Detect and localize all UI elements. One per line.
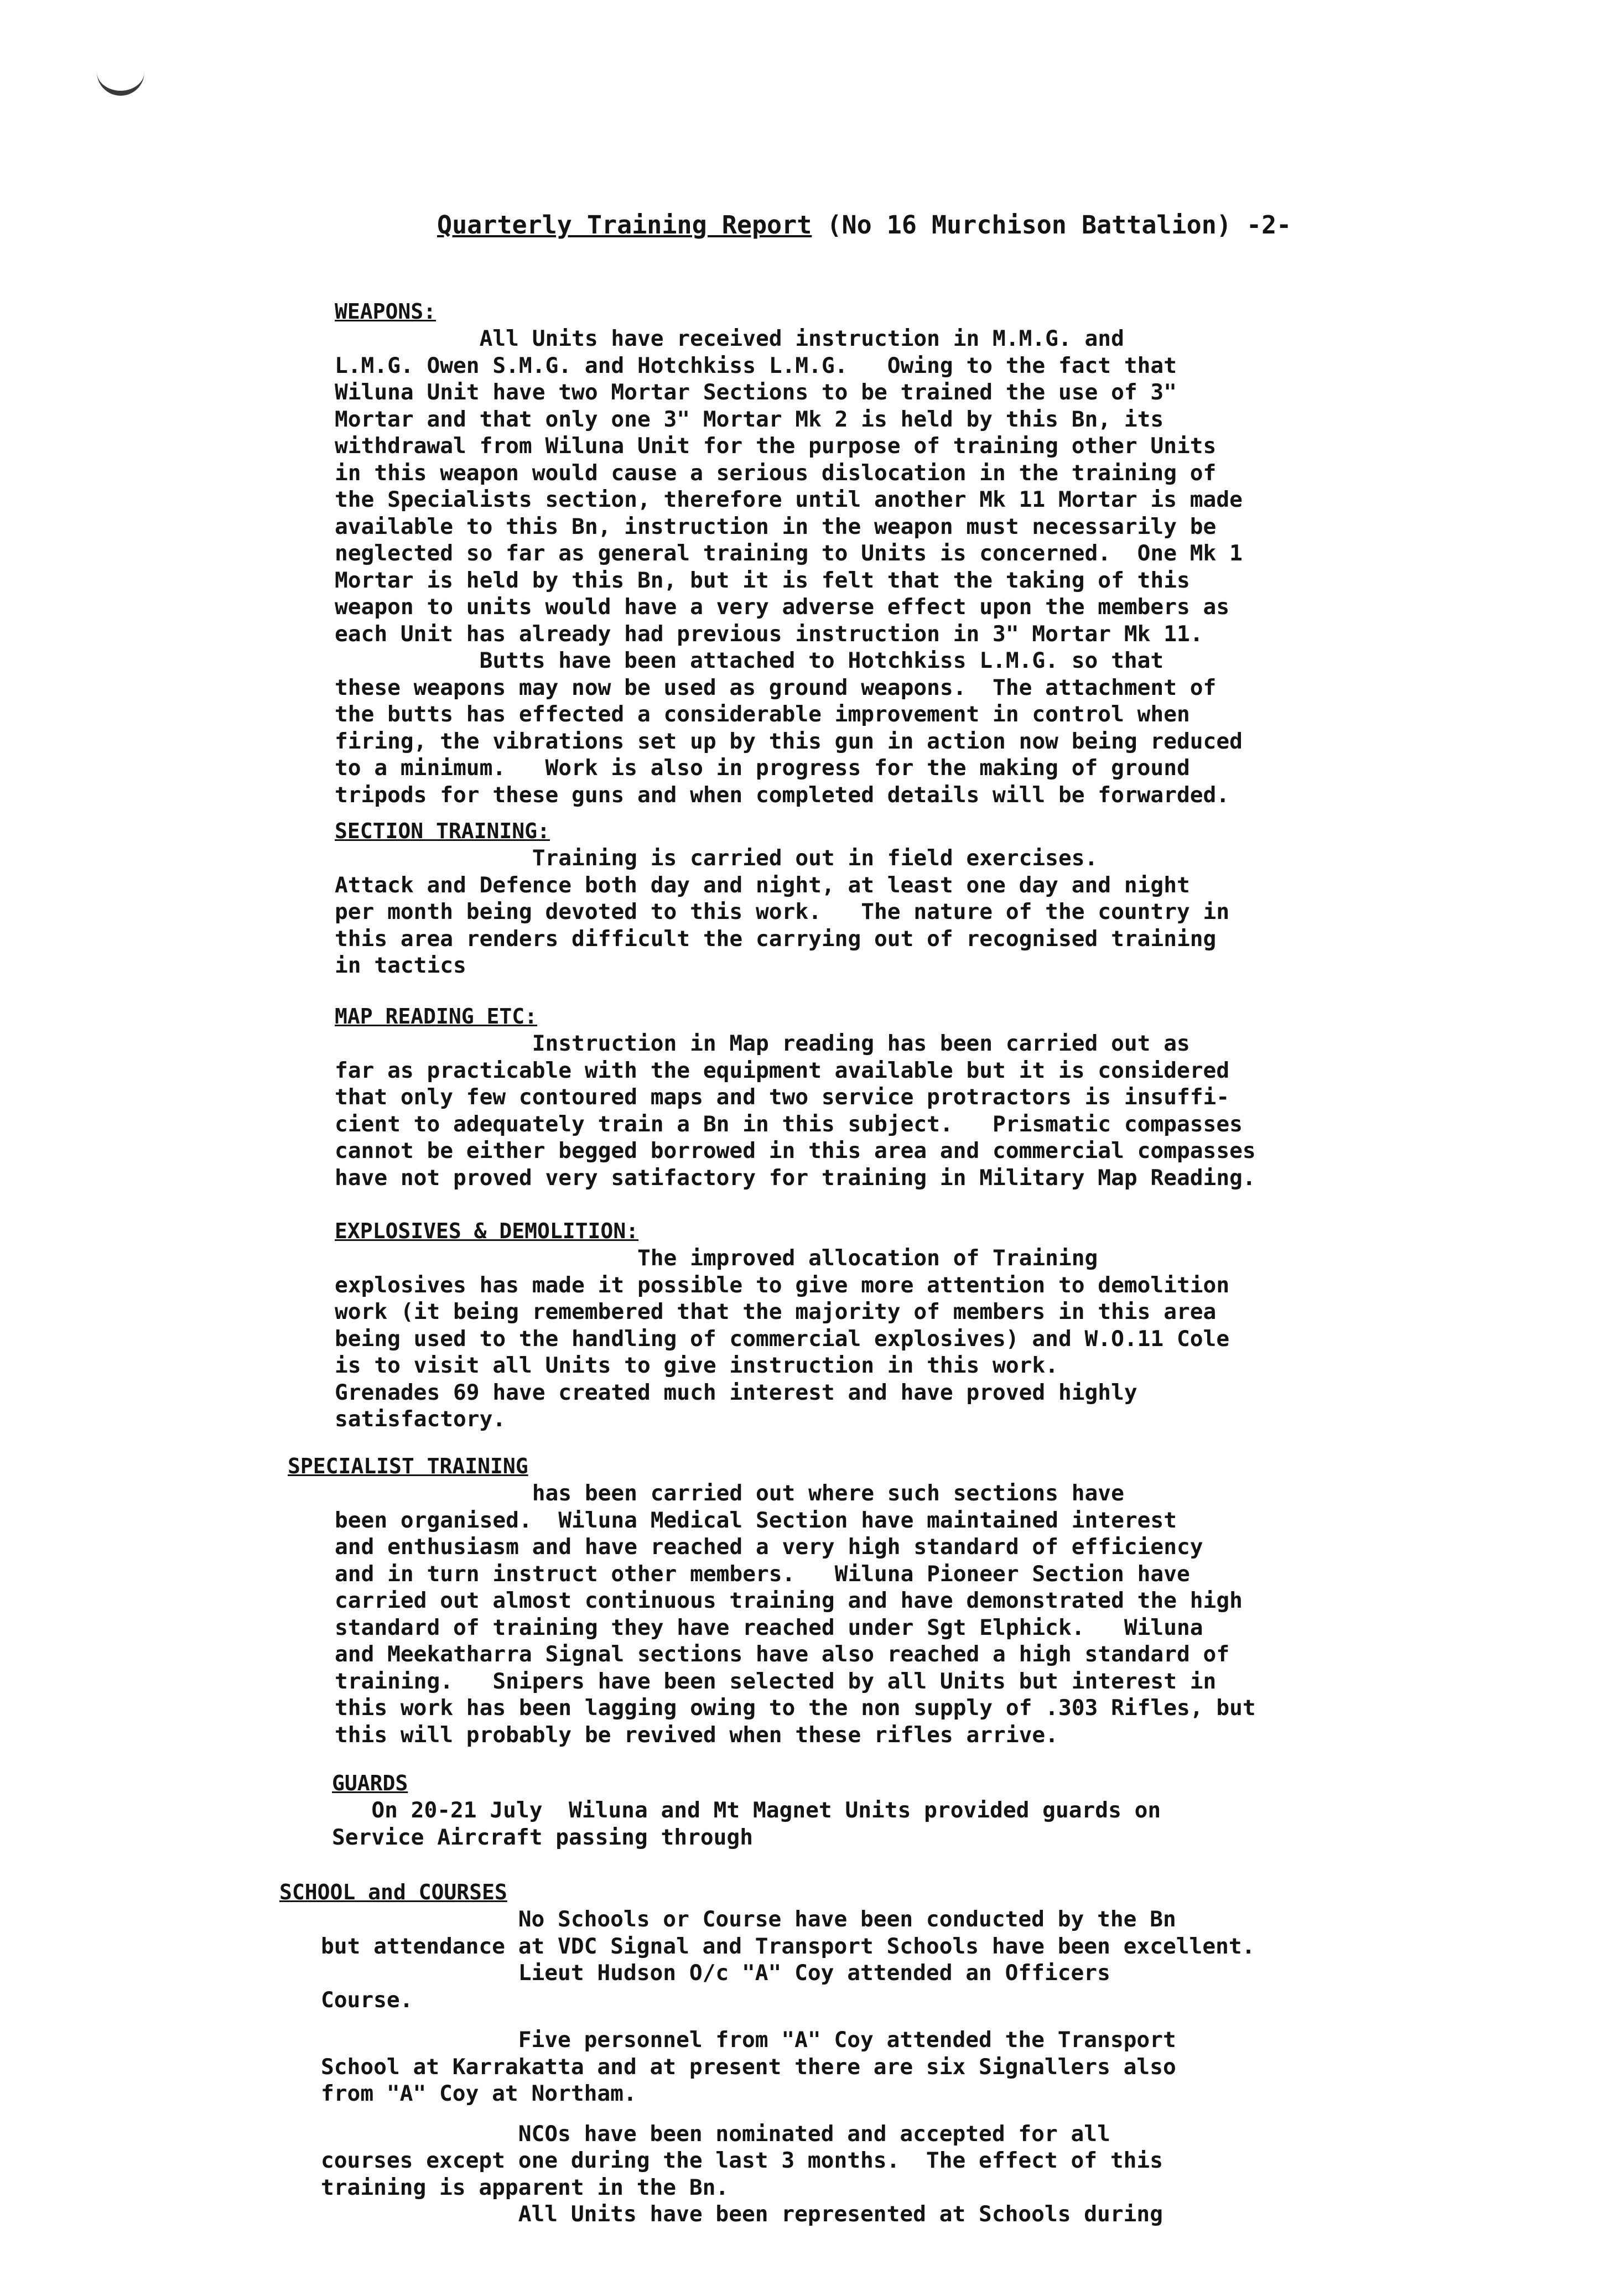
text-line: in tactics	[335, 953, 466, 978]
text-line: neglected so far as general training to Units is concerned. One Mk 1	[335, 541, 1243, 566]
text-line: is to visit all Units to give instruction in this work.	[335, 1353, 1058, 1378]
text-line: this will probably be revived when these rifles arrive.	[335, 1722, 1058, 1748]
text-line: Course.	[321, 1987, 413, 2013]
text-line: The improved allocation of Training	[335, 1245, 1098, 1271]
paragraph-explosives	[335, 1245, 1229, 1433]
text-line: All Units have been represented at Schools during	[321, 2201, 1163, 2227]
text-line: No Schools or Course have been conducted by the Bn	[321, 1907, 1176, 1932]
text-line: Butts have been attached to Hotchkiss L.M.G. so that	[335, 648, 1164, 673]
paragraph-schools-c	[321, 2121, 1255, 2201]
text-line: this area renders difficult the carrying out of recognised training	[335, 926, 1217, 952]
section-map-reading	[335, 1002, 1256, 1191]
report-title-suffix: (No 16 Murchison Battalion) -2-	[812, 210, 1292, 240]
punch-hole-mark	[97, 62, 144, 96]
report-title-main: Quarterly Training Report	[437, 210, 812, 240]
paragraph-weapons	[335, 325, 1243, 808]
text-line: weapon to units would have a very adverse effect upon the members as	[335, 594, 1230, 620]
text-line: L.M.G. Owen S.M.G. and Hotchkiss L.M.G. Owing to the fact that	[335, 352, 1177, 378]
text-line: courses except one during the last 3 months. The effect of this	[321, 2148, 1163, 2173]
text-line: Instruction in Map reading has been carried out as	[335, 1031, 1190, 1056]
text-line: has been carried out where such sections have	[335, 1481, 1124, 1506]
text-line: from "A" Coy at Northam.	[321, 2081, 637, 2106]
text-line: this work has been lagging owing to the non supply of .303 Rifles, but	[335, 1695, 1256, 1721]
text-line: in this weapon would cause a serious dislocation in the training of	[335, 460, 1217, 486]
section-specialist-training	[288, 1452, 1256, 1748]
heading-map-reading: MAP READING ETC:	[335, 1004, 538, 1028]
text-line: work (it being remembered that the majority of members in this area	[335, 1299, 1217, 1324]
heading-specialist-training: SPECIALIST TRAINING	[288, 1454, 528, 1478]
heading-explosives: EXPLOSIVES & DEMOLITION:	[335, 1219, 639, 1243]
text-line: but attendance at VDC Signal and Transport Schools have been excellent.	[321, 1933, 1255, 1959]
section-section-training	[335, 817, 1229, 979]
text-line: and enthusiasm and have reached a very high standard of efficiency	[335, 1534, 1203, 1560]
text-line: Wiluna Unit have two Mortar Sections to be trained the use of 3"	[335, 380, 1177, 405]
text-line: Mortar is held by this Bn, but it is felt that the taking of this	[335, 567, 1190, 593]
paragraph-schools-b	[321, 2027, 1255, 2107]
text-line: School at Karrakatta and at present there are six Signallers also	[321, 2054, 1176, 2080]
text-line: All Units have received instruction in M.M.G. and	[335, 326, 1124, 351]
text-line: NCOs have been nominated and accepted for all	[321, 2121, 1110, 2147]
text-line: carried out almost continuous training and have demonstrated the high	[335, 1588, 1243, 1613]
text-line: the butts has effected a considerable improvement in control when	[335, 702, 1190, 727]
text-line: training is apparent in the Bn.	[321, 2174, 729, 2200]
text-line: Five personnel from "A" Coy attended the Transport	[321, 2027, 1176, 2053]
section-weapons	[335, 298, 1243, 808]
paragraph-specialist-training	[335, 1480, 1256, 1748]
text-line: tripods for these guns and when completed details will be forwarded.	[335, 782, 1230, 808]
text-line: On 20-21 July Wiluna and Mt Magnet Units provided guards on	[332, 1798, 1161, 1823]
text-line: that only few contoured maps and two service protractors is insuffi-	[335, 1084, 1230, 1110]
text-line: satisfactory.	[335, 1406, 506, 1432]
text-line: Service Aircraft passing through	[332, 1824, 753, 1850]
text-line: to a minimum. Work is also in progress for the making of ground	[335, 755, 1190, 781]
text-line: cannot be either begged borrowed in this area and commercial compasses	[335, 1138, 1256, 1163]
heading-schools: SCHOOL and COURSES	[279, 1880, 507, 1904]
text-line: being used to the handling of commercial explosives) and W.O.11 Cole	[335, 1326, 1230, 1352]
text-line: explosives has made it possible to give more attention to demolition	[335, 1272, 1230, 1298]
heading-guards: GUARDS	[332, 1771, 408, 1795]
heading-weapons: WEAPONS:	[335, 299, 437, 324]
text-line: Mortar and that only one 3" Mortar Mk 2 is held by this Bn, its	[335, 406, 1164, 432]
text-line: standard of training they have reached under Sgt Elphick. Wiluna	[335, 1614, 1203, 1640]
text-line: Lieut Hudson O/c "A" Coy attended an Officers	[321, 1960, 1110, 1986]
paragraph-guards	[332, 1797, 1161, 1851]
text-line: far as practicable with the equipment available but it is considered	[335, 1057, 1230, 1083]
text-line: and in turn instruct other members. Wiluna Pioneer Section have	[335, 1561, 1190, 1587]
paragraph-map-reading	[335, 1030, 1256, 1191]
text-line: per month being devoted to this work. The nature of the country in	[335, 899, 1230, 924]
report-title	[437, 210, 1291, 240]
text-line: been organised. Wiluna Medical Section have maintained interest	[335, 1507, 1177, 1533]
text-line: have not proved very satifactory for training in Military Map Reading.	[335, 1165, 1256, 1191]
text-line: firing, the vibrations set up by this gun in action now being reduced	[335, 728, 1243, 754]
text-line: these weapons may now be used as ground weapons. The attachment of	[335, 674, 1217, 700]
text-line: the Specialists section, therefore until another Mk 11 Mortar is made	[335, 487, 1243, 512]
heading-section-training: SECTION TRAINING:	[335, 819, 550, 843]
text-line: each Unit has already had previous instruction in 3" Mortar Mk 11.	[335, 621, 1203, 647]
text-line: available to this Bn, instruction in the weapon must necessarily be	[335, 513, 1217, 539]
section-explosives	[335, 1217, 1229, 1433]
text-line: withdrawal from Wiluna Unit for the purpose of training other Units	[335, 433, 1217, 459]
text-line: Training is carried out in field exercises.	[335, 845, 1098, 871]
text-line: Grenades 69 have created much interest and have proved highly	[335, 1379, 1137, 1405]
paragraph-schools-a	[321, 1906, 1255, 2013]
text-line: training. Snipers have been selected by all Units but interest in	[335, 1668, 1217, 1694]
section-schools	[279, 1878, 1255, 2228]
section-guards	[332, 1769, 1161, 1851]
paragraph-section-training	[335, 845, 1229, 979]
paragraph-schools-d	[321, 2201, 1255, 2228]
text-line: cient to adequately train a Bn in this subject. Prismatic compasses	[335, 1111, 1243, 1137]
text-line: and Meekatharra Signal sections have also reached a high standard of	[335, 1642, 1230, 1667]
text-line: Attack and Defence both day and night, at least one day and night	[335, 872, 1190, 898]
